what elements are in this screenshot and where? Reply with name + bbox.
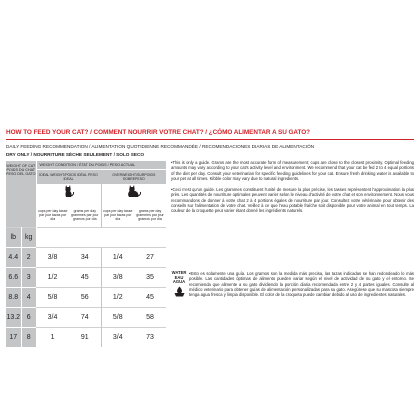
table-row: 13.2 6 3/4 74 5/8 58 xyxy=(6,308,166,328)
kg-unit-label: kg xyxy=(21,228,36,248)
water-bowl-icon xyxy=(174,286,185,297)
table-row: 4.4 2 3/8 34 1/4 27 xyxy=(6,248,166,268)
ideal-grams-unit: grams per day grammes par jour gramos por día xyxy=(71,209,99,221)
table-row: 6.6 3 1/2 45 3/8 35 xyxy=(6,268,166,288)
feeding-table xyxy=(6,161,166,347)
overweight-cat-icon xyxy=(101,184,166,203)
note-english: •This is only a guide. Grams are the most accurate form of measurement; cups are close to the closest proximity. Optimal feeding amounts may vary according to your cat's activity level and environment. We recommend that your cat be fed 2 to 4 equal portions of the diet per day. Consult your veterinarian for specific feeding guidelines for your cat. Ensure fresh drinking water is available to your pet at all times. Kibble color may vary due to natural ingredients. xyxy=(171,160,414,181)
lb-unit-label: lb xyxy=(6,228,21,248)
feeding-heading: HOW TO FEED YOUR CAT? / COMMENT NOURRIR VOTRE CHAT? / ¿CÓMO ALIMENTAR A SU GATO? xyxy=(6,129,311,136)
overweight-header: OVERWEIGHT/SURPOIDS SOBREPESO xyxy=(101,170,166,185)
note-spanish: •Esto es solamente una guía. Los gramos son la medida más precisa, las tazas indicadas se han redondeado lo más posible. Las cantidades óptimas de alimento pueden variar según el nivel de actividad de su gato y el entorno. Se recomienda que alimente a su gato dividiendo la porción diaria recomendada entre 2 y 4 partes iguales. Consulte al médico veterinario para obtener guías de alimentación personalizadas para su gato. Asegúrese que su mascota siempre tenga agua fresca y limpia disponible. El color de la croqueta puede cambiar debido al uso de ingredientes naturales. xyxy=(189,271,414,298)
dry-only-label: DRY ONLY / NOURRITURE SÈCHE SEULEMENT / SOLO SECO xyxy=(6,152,145,157)
feeding-notes xyxy=(171,160,414,220)
ideal-cups-unit: cups per day tasse par jour tazas por día xyxy=(38,209,68,221)
daily-recommendation-subtitle: DAILY FEEDING RECOMMENDATION / ALIMENTATION QUOTIDIENNE RECOMMANDÉE / RECOMENDACIONES DIARIAS DE ALIMENTACIÓN xyxy=(6,144,315,149)
table-row: 8.8 4 5/8 56 1/2 45 xyxy=(6,288,166,308)
over-grams-unit: grams per day grammes par jour gramos por día xyxy=(136,209,164,221)
table-row: 17 8 1 91 3/4 73 xyxy=(6,328,166,348)
ideal-weight-header: IDEAL WEIGHT/POIDS IDÉAL PESO IDEAL xyxy=(36,170,101,185)
heading-rule xyxy=(6,139,414,140)
note-french: •Ceci n'est qu'un guide. Les grammes constituent l'unité de mesure la plus précise, les tasses représentent l'approximation la plus près. Les quantités de nourriture optimales peuvent varier selon le niveau d'activité de votre chat et son environnement. Nous vous recommandons de donner à votre chat 2 à 4 portions égales de nourriture par jour. Consultez votre vétérinaire pour obtenir des conseils sur l'alimentation de votre chat. Veillez à ce que l'eau potable fraîche soit disponible pour votre animal en tout temps. La couleur de la croquette peut varier étant donné les ingrédients naturels. xyxy=(171,187,414,214)
water-label: WATER EAU AGUA xyxy=(171,270,187,285)
over-cups-unit: cups per day tasse par jour tazas por día xyxy=(101,203,134,228)
weight-of-cat-header: WEIGHT OF CAT POIDS DU CHAT PESO DEL GATO xyxy=(6,161,36,228)
slim-cat-icon xyxy=(36,184,101,203)
weight-condition-header: WEIGHT CONDITION / ÉTAT DU POIDS / PESO ACTUAL xyxy=(36,161,166,170)
